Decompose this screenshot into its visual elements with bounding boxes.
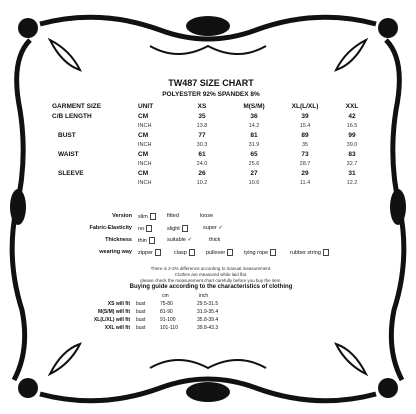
elasticity-row <box>52 225 370 234</box>
feature-label: wearing way <box>99 249 132 255</box>
option-pullover: pullover <box>206 249 233 256</box>
option-clasp: clasp <box>174 249 195 256</box>
check-mark-icon: ✓ <box>187 237 193 243</box>
option-fitted: fitted <box>167 213 179 219</box>
option-super: super ✓ <box>203 225 223 231</box>
cell: 35 <box>198 113 206 120</box>
size-xs-header: XS <box>197 103 207 110</box>
cell: 89 <box>301 132 309 139</box>
garment-size-label: GARMENT SIZE <box>52 103 102 110</box>
guide-inch: 35.8-39.4 <box>197 317 219 323</box>
checkbox-icon <box>150 213 156 220</box>
feature-label: Thickness <box>105 237 132 243</box>
checkbox-icon <box>149 237 155 244</box>
option-zipper: zipper <box>138 249 161 256</box>
guide-inch: 29.5-31.5 <box>197 301 219 307</box>
unit-cm: CM <box>138 132 149 139</box>
cell: 27 <box>250 170 258 177</box>
guide-part: bust <box>136 309 146 315</box>
bust-inch-row <box>52 142 370 150</box>
cell: 10.2 <box>196 180 208 186</box>
cell: 77 <box>198 132 206 139</box>
cell: 15.4 <box>299 123 311 129</box>
note-line: Clothes are measured while laid flat. <box>174 272 248 277</box>
cell: 61 <box>198 151 206 158</box>
cell: 31 <box>348 170 356 177</box>
cell: 83 <box>348 151 356 158</box>
unit-inch: INCH <box>138 161 152 167</box>
cell: 36 <box>250 113 258 120</box>
guide-size: XL(L/XL) will fit <box>93 317 130 323</box>
guide-size: XS will fit <box>107 301 130 307</box>
feature-label: Fabric-Elasticity <box>89 225 132 231</box>
cell: 24.0 <box>196 161 208 167</box>
size-chart <box>52 70 370 370</box>
cell: 26 <box>198 170 206 177</box>
cell: 31.9 <box>248 142 260 148</box>
cell: 42 <box>348 113 356 120</box>
unit-cm: CM <box>138 151 149 158</box>
checkbox-icon <box>323 249 329 256</box>
cell: 29 <box>301 170 309 177</box>
option-thick: thick <box>209 237 221 243</box>
version-row <box>52 213 370 222</box>
checkbox-icon <box>227 249 233 256</box>
waist-inch-row <box>52 161 370 169</box>
guide-cm: 75-80 <box>160 301 173 307</box>
option-no: no <box>138 225 152 232</box>
guide-part: bust <box>136 325 146 331</box>
waist-cm-row <box>52 151 370 159</box>
guide-cm: 81-90 <box>160 309 173 315</box>
cell: 81 <box>250 132 258 139</box>
guide-inch: 39.8-43.3 <box>197 325 219 331</box>
row-label: BUST <box>58 132 76 139</box>
row-label: C/B LENGTH <box>52 113 92 120</box>
bust-cm-row <box>52 132 370 140</box>
buying-guide-title: Buying guide according to the characteristics of clothing <box>129 284 293 290</box>
cb-length-cm-row <box>52 113 370 121</box>
note-line: There is 2-3% difference according to manual measurement. <box>150 266 272 271</box>
cell: 14.2 <box>248 123 260 129</box>
option-slim: slim <box>138 213 156 220</box>
guide-inch: 31.9-35.4 <box>197 309 219 315</box>
size-m-header: M(S/M) <box>243 103 265 110</box>
note-line: please check the measurement chart carefully before you buy the item. <box>140 278 282 283</box>
checkbox-icon <box>182 225 188 232</box>
cell: 30.3 <box>196 142 208 148</box>
guide-cm: 91-100 <box>160 317 176 323</box>
check-mark-icon: ✓ <box>218 225 223 231</box>
unit-inch: INCH <box>138 123 152 129</box>
cell: 65 <box>250 151 258 158</box>
guide-size: XXL will fit <box>104 325 130 331</box>
checkbox-icon <box>146 225 152 232</box>
guide-cm: 101-110 <box>160 325 178 331</box>
unit-cm: CM <box>138 113 149 120</box>
sleeve-inch-row <box>52 180 370 188</box>
feature-label: Version <box>112 213 132 219</box>
guide-col-inch: inch <box>199 293 209 299</box>
guide-size: M(S/M) will fit <box>98 309 130 315</box>
cell: 28.7 <box>299 161 311 167</box>
cell: 35 <box>301 142 309 148</box>
row-label: WAIST <box>58 151 79 158</box>
cell: 99 <box>348 132 356 139</box>
unit-cm: CM <box>138 170 149 177</box>
size-xxl-header: XXL <box>345 103 359 110</box>
unit-header: UNIT <box>138 103 154 110</box>
option-loose: loose <box>200 213 214 219</box>
cell: 25.6 <box>248 161 260 167</box>
thickness-row <box>52 237 370 246</box>
cell: 39 <box>301 113 309 120</box>
cell: 13.8 <box>196 123 208 129</box>
unit-inch: INCH <box>138 180 152 186</box>
header-row <box>52 103 370 111</box>
cell: 39.0 <box>346 142 358 148</box>
unit-inch: INCH <box>138 142 152 148</box>
cell: 32.7 <box>346 161 358 167</box>
guide-part: bust <box>136 301 146 307</box>
size-xl-header: XL(L/XL) <box>291 103 319 110</box>
checkbox-icon <box>155 249 161 256</box>
guide-col-cm: cm <box>162 293 169 299</box>
sleeve-cm-row <box>52 170 370 178</box>
cell: 12.2 <box>346 180 358 186</box>
row-label: SLEEVE <box>58 170 84 177</box>
cb-length-inch-row <box>52 123 370 131</box>
cell: 73 <box>301 151 309 158</box>
cell: 11.4 <box>299 180 311 186</box>
option-rubber-string: rubber string <box>290 249 329 256</box>
cell: 10.6 <box>248 180 260 186</box>
checkbox-icon <box>189 249 195 256</box>
option-tying-rope: tying rope <box>244 249 276 256</box>
wearing-way-row <box>52 249 370 258</box>
fabric-composition: POLYESTER 92% SPANDEX 8% <box>162 91 260 98</box>
option-thin: thin <box>138 237 155 244</box>
cell: 16.5 <box>346 123 358 129</box>
chart-title: TW487 SIZE CHART <box>168 78 254 88</box>
checkbox-icon <box>270 249 276 256</box>
guide-part: bust <box>136 317 146 323</box>
option-suitable: suitable ✓ <box>167 237 193 243</box>
option-slight: slight <box>167 225 188 232</box>
